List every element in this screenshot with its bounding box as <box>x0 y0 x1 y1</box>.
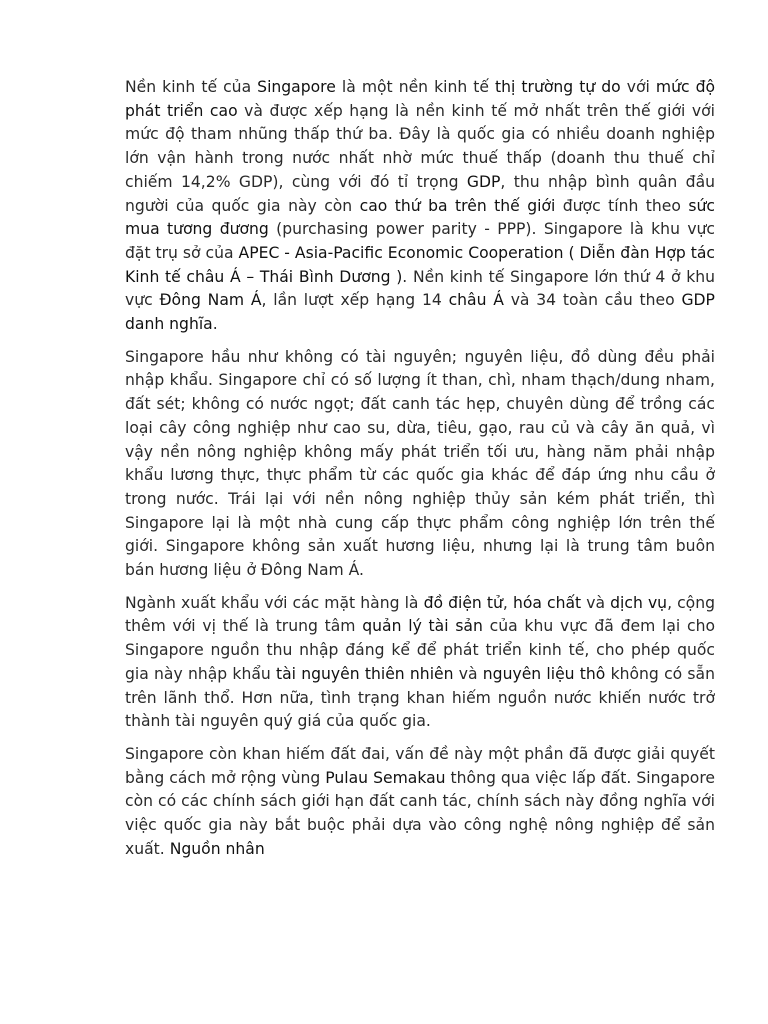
linked-term: Pulau Semakau <box>325 768 446 787</box>
linked-term: nguyên liệu thô <box>482 664 606 683</box>
text-run: , lần lượt xếp hạng 14 <box>261 291 449 310</box>
paragraph-4 <box>125 743 715 862</box>
linked-term: châu Á <box>448 291 504 310</box>
text-run: Singapore còn khan hiếm đất đai, vấn đề này một phần đã được giải quyết bằng cách mở rộng vùng <box>125 744 715 787</box>
linked-term: đồ điện tử <box>423 593 503 612</box>
linked-term: GDP danh nghĩa <box>125 291 715 334</box>
linked-term: GDP <box>466 172 501 191</box>
text-run: , thu nhập bình quân đầu người của quốc gia này còn <box>125 172 716 215</box>
linked-term: cao thứ ba trên thế giới <box>359 196 556 215</box>
linked-term: Nguồn nhân <box>169 839 265 858</box>
text-run: không có sẵn trên lãnh thổ. Hơn nữa, tình trạng khan hiếm nguồn nước khiến nước trở thành tài nguyên quý giá của quốc gia. <box>125 664 715 731</box>
text-run: là một nền kinh tế <box>335 78 496 96</box>
text-run: Ngành xuất khẩu với các mặt hàng là <box>125 593 424 612</box>
text-run: , <box>502 593 513 612</box>
text-run: với <box>620 78 656 96</box>
linked-term: Singapore <box>257 78 336 96</box>
linked-term: mức độ phát triển cao <box>125 78 716 120</box>
linked-term: hóa chất <box>512 593 582 612</box>
text-run: , cộng thêm với vị thế là trung tâm <box>125 593 716 636</box>
linked-term: tài nguyên thiên nhiên <box>276 664 454 683</box>
linked-term: quản lý tài sản <box>362 617 483 636</box>
text-run: thông qua việc lấp đất. Singapore còn có các chính sách giới hạn đất canh tác, chính sách này đồng nghĩa với việc quốc gia này bắt buộc phải dựa vào công nghệ nông nghiệp để sản xuất. <box>125 768 716 858</box>
text-run: và <box>453 664 483 683</box>
linked-term: Đông Nam Á <box>159 291 262 310</box>
paragraph-3 <box>125 592 715 734</box>
text-run: được tính theo <box>555 196 689 215</box>
text-run: (purchasing power parity - PPP). Singapore là khu vực đặt trụ sở của <box>125 220 716 262</box>
linked-term: dịch vụ <box>610 593 668 612</box>
text-run: . <box>212 315 218 334</box>
linked-term: sức mua tương đương <box>125 196 715 239</box>
text-run: . Nền kinh tế Singapore lớn thứ 4 ở khu vực <box>125 267 715 310</box>
text-run: và được xếp hạng là nền kinh tế mở nhất trên thế giới với mức độ tham nhũng thấp thứ ba. Đây là quốc gia có nhiều doanh nghiệp lớn vận hành trong nước nhất nhờ mức thuế thấp (doanh thu thuế chỉ chiếm 14,2% GDP), cùng với đó tỉ trọng <box>125 101 715 191</box>
text-run: và 34 toàn cầu theo <box>503 291 682 310</box>
linked-term: APEC - Asia-Pacific Economic Cooperation ( Diễn đàn Hợp tác Kinh tế châu Á – Thái Bình Dương ) <box>125 243 715 286</box>
text-run: của khu vực đã đem lại cho Singapore nguồn thu nhập đáng kể để phát triển kinh tế, cho phép quốc gia này nhập khẩu <box>125 617 716 683</box>
paragraph-2 <box>125 346 715 583</box>
linked-term: thị trường tự do <box>495 78 621 96</box>
text-run: Nền kinh tế của <box>125 78 258 96</box>
paragraph-1 <box>125 76 715 337</box>
text-run: và <box>581 593 611 612</box>
text-run: Singapore hầu như không có tài nguyên; nguyên liệu, đồ dùng đều phải nhập khẩu. Singapore chỉ có số lượng ít than, chì, nham thạch/dung nham, đất sét; không có nước ngọt; đất canh tác hẹp, chuyên dùng để trồng các loại cây công nghiệp như cao su, dừa, tiêu, gạo, rau củ và cây ăn quả, vì vậy nền nông nghiệp không mấy phát triển tối ưu, hàng năm phải nhập khẩu lương thực, thực phẩm từ các quốc gia khác để đáp ứng nhu cầu ở trong nước. Trái lại với nền nông nghiệp thủy sản kém phát triển, thì Singapore lại là một nhà cung cấp thực phẩm công nghiệp lớn trên thế giới. Singapore không sản xuất hương liệu, nhưng lại là trung tâm buôn bán hương liệu ở Đông Nam Á. <box>125 347 715 580</box>
